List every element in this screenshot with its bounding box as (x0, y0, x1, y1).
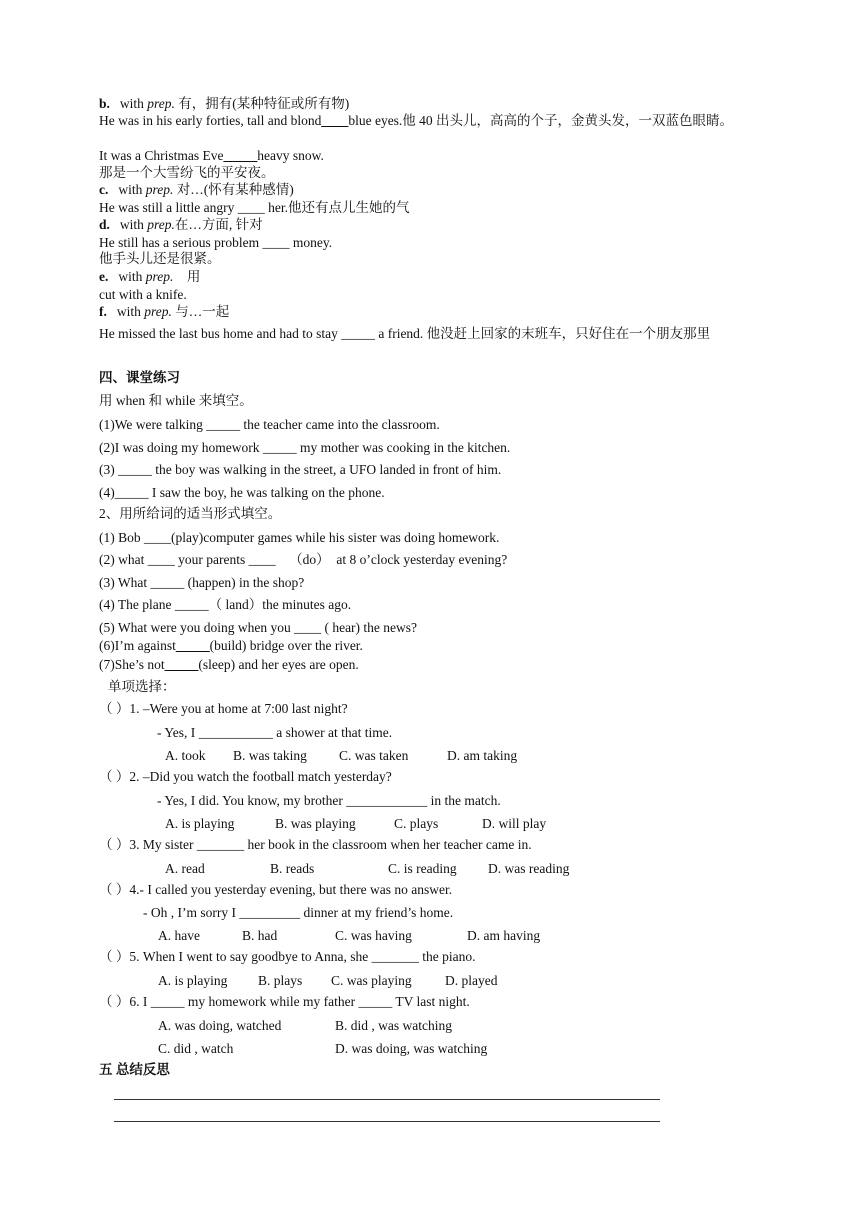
meaning: 与…一起 (171, 304, 230, 319)
item-b-example-1 (99, 112, 790, 129)
blank: _____ (164, 657, 199, 672)
meaning: 对…(怀有某种感情) (173, 182, 294, 197)
pos-tag: prep. (145, 269, 174, 284)
question-4-reply: - Oh , I’m sorry I _________ dinner at my friend’s home. (143, 905, 454, 920)
item-text: (7)She’s not (99, 657, 165, 672)
pos-tag: prep. (147, 96, 175, 111)
writing-line (114, 1121, 660, 1122)
example-text: It was a Christmas Eve (99, 148, 224, 163)
item-text: (build) bridge over the river. (209, 638, 363, 653)
item-e-example-1: cut with a knife. (99, 287, 187, 302)
item-c-heading (99, 181, 790, 198)
part2-item: (2) what ____ your parents ____ （do） at 8 o’clock yesterday evening? (99, 552, 508, 567)
item-d-example-1: He still has a serious problem ____ money. (99, 235, 333, 250)
meaning: 有，拥有(某种特征或所有物) (174, 96, 350, 111)
meaning: 用 (173, 269, 201, 284)
option-b: B. did , was watching (335, 1018, 452, 1033)
item-f-example-1: He missed the last bus home and had to stay _____ a friend. 他没赶上回家的末班车，只好住在一个朋友那里 (99, 326, 711, 341)
part1-item: (2)I was doing my homework _____ my mother was cooking in the kitchen. (99, 440, 511, 455)
item-d-heading (99, 216, 790, 233)
item-letter: d. (99, 217, 110, 232)
option-c: C. did , watch (158, 1041, 234, 1056)
option-c: C. was having (335, 928, 412, 943)
part2-item: (3) What _____ (happen) in the shop? (99, 575, 305, 590)
option-c: C. is reading (388, 861, 457, 876)
question-5: （ ）5. When I went to say goodbye to Anna, she _______ the piano. (99, 949, 476, 964)
option-d: D. am taking (447, 748, 518, 763)
with-word: with (118, 182, 146, 197)
example-text: heavy snow. (257, 148, 324, 163)
part2-item (99, 637, 790, 654)
blank: ____ (321, 113, 349, 128)
option-d: D. played (445, 973, 498, 988)
part2-item (99, 656, 790, 673)
with-word: with (119, 217, 148, 232)
item-letter: c. (99, 182, 109, 197)
part2-item: (1) Bob ____(play)computer games while his sister was doing homework. (99, 530, 500, 545)
option-b: B. plays (258, 973, 303, 988)
option-c: C. plays (394, 816, 439, 831)
item-d-example-1-cn: 他手头儿还是很紧。 (99, 251, 221, 266)
option-d: D. was reading (488, 861, 570, 876)
option-b: B. was playing (275, 816, 356, 831)
part2-item: (5) What were you doing when you ____ ( hear) the news? (99, 620, 418, 635)
part1-item: (3) _____ the boy was walking in the street, a UFO landed in front of him. (99, 462, 502, 477)
pos-tag: prep. (147, 217, 175, 232)
question-6: （ ）6. I _____ my homework while my father _____ TV last night. (99, 994, 470, 1009)
with-word: with (116, 304, 145, 319)
item-c-example-1: He was still a little angry ____ her.他还有点儿生她的气 (99, 200, 410, 215)
writing-line (114, 1099, 660, 1100)
example-text: He was in his early forties, tall and blond (99, 113, 322, 128)
option-c: C. was taken (339, 748, 409, 763)
blank: _____ (175, 638, 210, 653)
question-4: （ ）4.- I called you yesterday evening, but there was no answer. (99, 882, 453, 897)
option-a: A. took (165, 748, 206, 763)
option-a: A. have (158, 928, 200, 943)
item-b-example-2 (99, 147, 790, 164)
part2-item: (4) The plane _____（ land）the minutes ago. (99, 597, 352, 612)
option-d: D. was doing, was watching (335, 1041, 488, 1056)
example-text: blue eyes.他 40 出头儿，高高的个子，金黄头发，一双蓝色眼睛。 (348, 113, 734, 128)
option-a: A. is playing (165, 816, 235, 831)
item-b-example-2-cn: 那是一个大雪纷飞的平安夜。 (99, 165, 275, 180)
item-b-heading (99, 95, 790, 112)
with-word: with (118, 269, 146, 284)
pos-tag: prep. (145, 182, 174, 197)
question-2: （ ）2. –Did you watch the football match yesterday? (99, 769, 392, 784)
section-4-heading: 四、课堂练习 (99, 370, 180, 385)
pos-tag: prep. (144, 304, 172, 319)
blank: _____ (223, 148, 258, 163)
item-text: (6)I’m against (99, 638, 176, 653)
item-f-heading (99, 303, 790, 320)
section-5-heading: 五 总结反思 (99, 1062, 170, 1077)
item-letter: b. (99, 96, 110, 111)
part1-item: (1)We were talking _____ the teacher came into the classroom. (99, 417, 440, 432)
option-c: C. was playing (331, 973, 412, 988)
meaning: 在…方面, 针对 (174, 217, 263, 232)
option-b: B. had (242, 928, 278, 943)
question-1: （ ）1. –Were you at home at 7:00 last night? (99, 701, 348, 716)
option-a: A. is playing (158, 973, 228, 988)
with-word: with (119, 96, 148, 111)
question-1-reply: - Yes, I ___________ a shower at that time. (157, 725, 393, 740)
option-a: A. was doing, watched (158, 1018, 282, 1033)
question-3: （ ）3. My sister _______ her book in the classroom when her teacher came in. (99, 837, 532, 852)
item-text: (sleep) and her eyes are open. (198, 657, 359, 672)
item-letter: e. (99, 269, 109, 284)
question-2-reply: - Yes, I did. You know, my brother ____________ in the match. (157, 793, 501, 808)
item-e-heading (99, 268, 790, 285)
option-d: D. am having (467, 928, 541, 943)
item-letter: f. (99, 304, 107, 319)
part2-instruction: 2、用所给词的适当形式填空。 (99, 506, 282, 521)
option-b: B. was taking (233, 748, 307, 763)
option-d: D. will play (482, 816, 547, 831)
option-a: A. read (165, 861, 205, 876)
mc-heading: 单项选择： (108, 679, 176, 694)
part1-instruction: 用 when 和 while 来填空。 (99, 393, 253, 408)
option-b: B. reads (270, 861, 315, 876)
part1-item: (4)_____ I saw the boy, he was talking on the phone. (99, 485, 385, 500)
